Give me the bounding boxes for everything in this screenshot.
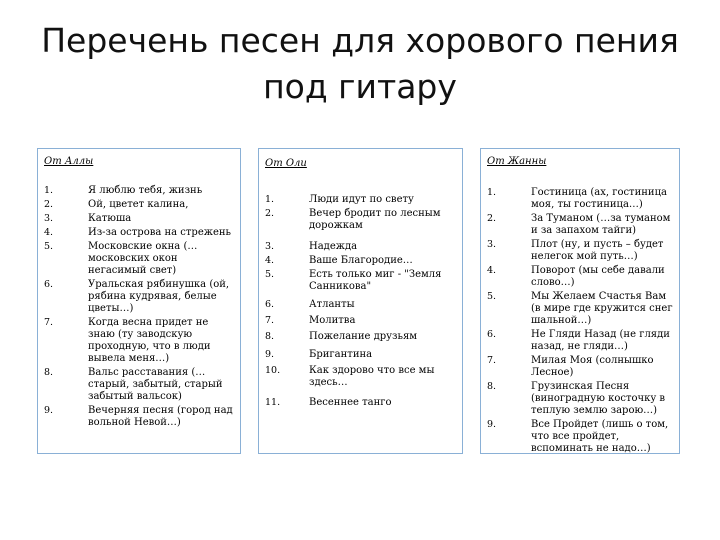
item-number: 8.: [44, 367, 54, 378]
song-title: Когда весна придет не знаю (ту заводскую проходную, что в люди вывела меня…): [88, 317, 211, 364]
list-item: [265, 365, 458, 389]
item-number: 7.: [265, 315, 275, 326]
column-zhanna: [480, 148, 680, 454]
item-number: 1.: [44, 185, 54, 196]
song-title: Бригантина: [309, 349, 373, 360]
song-title: Люди идут по свету: [309, 194, 414, 205]
song-title: Я люблю тебя, жизнь: [88, 185, 203, 196]
list-item: [487, 355, 675, 379]
list-item: [265, 208, 458, 232]
list-item: [265, 331, 458, 343]
song-list-zhanna: [487, 187, 675, 457]
song-title: Уральская рябинушка (ой, рябина кудрявая, белые цветы…): [88, 279, 230, 314]
list-item: [44, 405, 236, 429]
list-item: [44, 199, 236, 211]
list-item: [487, 187, 675, 211]
song-title: Вечерняя песня (город над вольной Невой…): [88, 405, 233, 428]
list-item: [44, 241, 236, 277]
list-item: [265, 241, 458, 253]
list-item: [487, 213, 675, 237]
list-item: [44, 185, 236, 197]
list-item: [487, 329, 675, 353]
item-number: 2.: [44, 199, 54, 210]
list-item: [44, 213, 236, 225]
item-number: 1.: [265, 194, 275, 205]
song-title: Вальс расставания (…старый, забытый, старый забытый вальсок): [88, 367, 223, 402]
song-title: Милая Моя (солнышко Лесное): [531, 355, 654, 378]
item-number: 8.: [265, 331, 275, 342]
list-item: [487, 419, 675, 455]
list-item: [265, 315, 458, 327]
slide-title: [0, 18, 720, 110]
title-line-2: под гитару: [263, 67, 457, 106]
item-number: 9.: [44, 405, 54, 416]
item-number: 2.: [265, 208, 275, 219]
item-number: 8.: [487, 381, 497, 392]
song-title: Как здорово что все мы здесь…: [309, 365, 435, 388]
song-title: Мы Желаем Счастья Вам (в мире где кружится снег шальной…): [531, 291, 673, 326]
column-alla: [37, 148, 241, 454]
song-title: Катюша: [88, 213, 132, 224]
item-number: 11.: [265, 397, 281, 408]
song-title: Все Пройдет (лишь о том, что все пройдет, вспоминать не надо…): [531, 419, 669, 454]
list-item: [265, 349, 458, 361]
column-olya: [258, 148, 463, 454]
item-number: 5.: [44, 241, 54, 252]
list-item: [487, 291, 675, 327]
item-number: 6.: [44, 279, 54, 290]
list-item: [44, 279, 236, 315]
item-number: 6.: [265, 299, 275, 310]
list-item: [265, 255, 458, 267]
item-number: 4.: [487, 265, 497, 276]
list-item: [44, 367, 236, 403]
item-number: 4.: [44, 227, 54, 238]
item-number: 3.: [44, 213, 54, 224]
song-title: Ой, цветет калина,: [88, 199, 189, 210]
column-header-zhanna: От Жанны: [487, 156, 547, 167]
list-item: [265, 269, 458, 293]
item-number: 4.: [265, 255, 275, 266]
item-number: 5.: [487, 291, 497, 302]
item-number: 1.: [487, 187, 497, 198]
list-item: [487, 381, 675, 417]
song-title: За Туманом (…за туманом и за запахом тайги): [531, 213, 671, 236]
item-number: 9.: [487, 419, 497, 430]
song-title: Молитва: [309, 315, 356, 326]
song-title: Плот (ну, и пусть – будет нелегок мой путь…): [531, 239, 664, 262]
song-title: Поворот (мы себе давали слово…): [531, 265, 665, 288]
list-item: [44, 227, 236, 239]
song-title: Московские окна (…московских окон негасимый свет): [88, 241, 198, 276]
song-title: Вечер бродит по лесным дорожкам: [309, 208, 441, 231]
list-item: [265, 194, 458, 206]
item-number: 10.: [265, 365, 281, 376]
song-list-olya: [265, 194, 458, 411]
list-item: [44, 317, 236, 365]
song-title: Пожелание друзьям: [309, 331, 418, 342]
item-number: 9.: [265, 349, 275, 360]
item-number: 7.: [487, 355, 497, 366]
song-title: Есть только миг - "Земля Санникова": [309, 269, 442, 292]
song-title: Надежда: [309, 241, 358, 252]
song-title: Не Гляди Назад (не гляди назад, не гляди…): [531, 329, 670, 352]
item-number: 3.: [487, 239, 497, 250]
song-title: Грузинская Песня (виноградную косточку в теплую землю зарою…): [531, 381, 666, 416]
item-number: 3.: [265, 241, 275, 252]
list-item: [265, 299, 458, 311]
song-title: Атланты: [309, 299, 355, 310]
item-number: 7.: [44, 317, 54, 328]
song-title: Весеннее танго: [309, 397, 392, 408]
list-item: [487, 239, 675, 263]
item-number: 2.: [487, 213, 497, 224]
column-header-alla: От Аллы: [44, 156, 94, 167]
item-number: 5.: [265, 269, 275, 280]
item-number: 6.: [487, 329, 497, 340]
column-header-olya: От Оли: [265, 158, 307, 169]
song-title: Ваше Благородие…: [309, 255, 413, 266]
title-line-1: Перечень песен для хорового пения: [41, 21, 679, 60]
list-item: [265, 397, 458, 409]
list-item: [487, 265, 675, 289]
song-list-alla: [44, 185, 236, 431]
song-title: Гостиница (ах, гостиница моя, ты гостиница…): [531, 187, 667, 210]
song-title: Из-за острова на стрежень: [88, 227, 231, 238]
